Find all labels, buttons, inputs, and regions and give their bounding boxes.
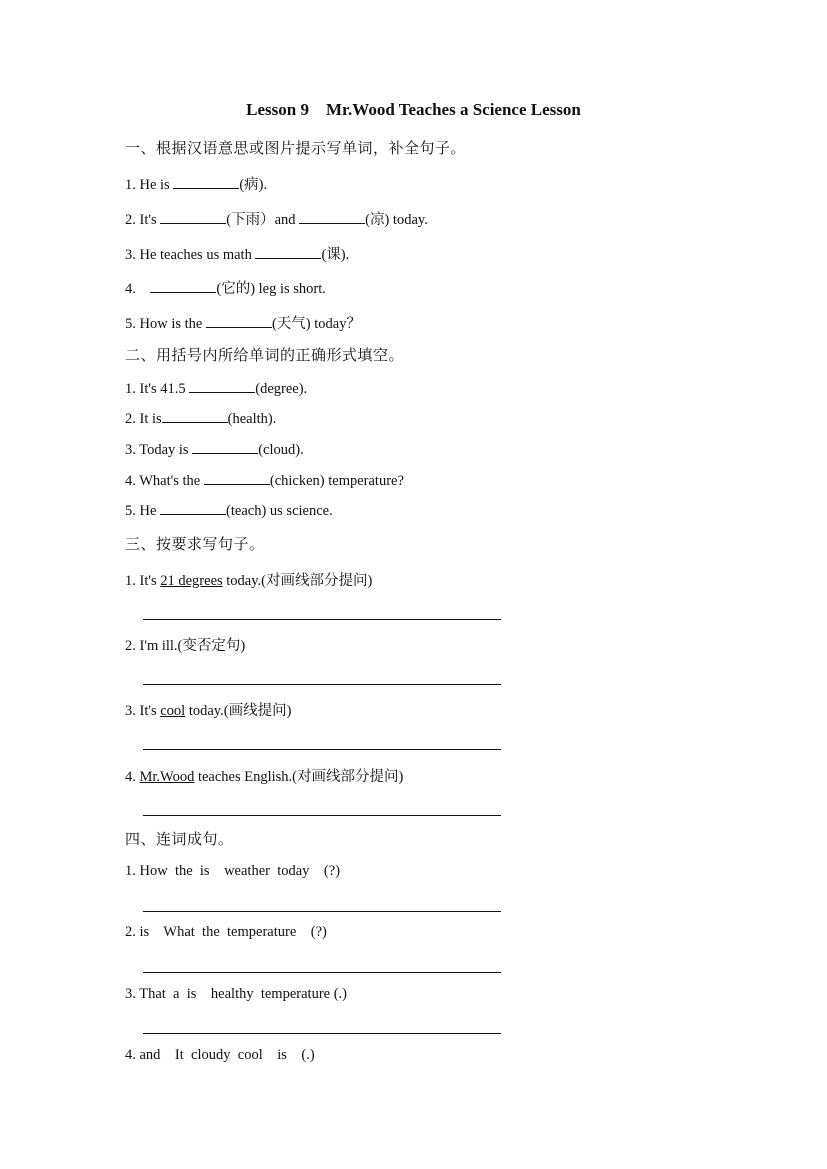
s3-question-1: 1. It's 21 degrees today.(对画线部分提问)	[125, 573, 373, 589]
page-title: Lesson 9 Mr.Wood Teaches a Science Lesson	[246, 100, 581, 119]
s3-question-2: 2. I'm ill.(变否定句)	[125, 638, 246, 654]
blank[interactable]	[206, 315, 272, 328]
blank[interactable]	[173, 176, 239, 189]
section-4-heading: 四、连词成句。	[125, 830, 234, 848]
blank[interactable]	[160, 211, 226, 224]
answer-line[interactable]	[143, 911, 501, 912]
section-2-heading: 二、用括号内所给单词的正确形式填空。	[125, 346, 405, 364]
answer-line[interactable]	[143, 684, 501, 685]
blank[interactable]	[204, 472, 270, 485]
answer-line[interactable]	[143, 815, 501, 816]
s4-question-2: 2. is What the temperature (?)	[125, 924, 327, 940]
blank[interactable]	[299, 211, 365, 224]
s1-question-4: 4. (它的) leg is short.	[125, 281, 326, 297]
s2-question-3: 3. Today is (cloud).	[125, 442, 304, 458]
s1-question-3: 3. He teaches us math (课).	[125, 247, 350, 263]
answer-line[interactable]	[143, 1033, 501, 1034]
s1-question-5: 5. How is the (天气) today？	[125, 316, 361, 332]
section-1-heading: 一、根据汉语意思或图片提示写单词，补全句子。	[125, 139, 467, 157]
s2-question-1: 1. It's 41.5 (degree).	[125, 381, 308, 397]
s3-question-4: 4. Mr.Wood teaches English.(对画线部分提问)	[125, 769, 404, 785]
answer-line[interactable]	[143, 749, 501, 750]
s4-question-4: 4. and It cloudy cool is (.)	[125, 1047, 315, 1063]
blank[interactable]	[160, 502, 226, 515]
s1-question-1: 1. He is (病).	[125, 177, 268, 193]
s2-question-5: 5. He (teach) us science.	[125, 503, 333, 519]
s2-question-4: 4. What's the (chicken) temperature?	[125, 473, 404, 489]
s4-question-1: 1. How the is weather today (?)	[125, 863, 341, 879]
blank[interactable]	[150, 280, 216, 293]
s1-question-2: 2. It's (下雨）and (凉) today.	[125, 212, 428, 228]
s2-question-2: 2. It is (health).	[125, 411, 277, 427]
blank[interactable]	[162, 410, 228, 423]
answer-line[interactable]	[143, 619, 501, 620]
answer-line[interactable]	[143, 972, 501, 973]
s3-question-3: 3. It's cool today.(画线提问)	[125, 703, 292, 719]
blank[interactable]	[192, 441, 258, 454]
blank[interactable]	[255, 246, 321, 259]
blank[interactable]	[189, 380, 255, 393]
s4-question-3: 3. That a is healthy temperature (.)	[125, 986, 347, 1002]
section-3-heading: 三、按要求写句子。	[125, 535, 265, 553]
